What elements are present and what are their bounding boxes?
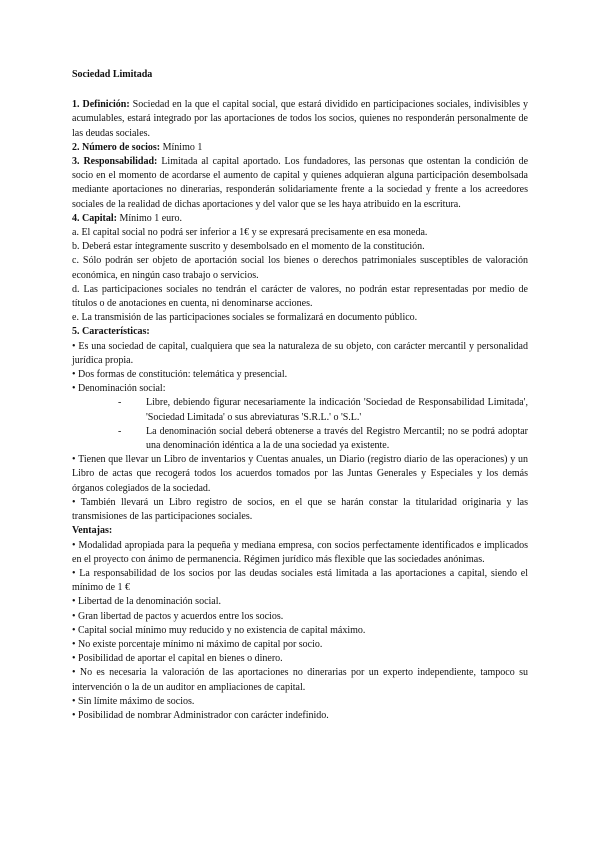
caracteristicas-item: • Tienen que llevar un Libro de inventarios y Cuentas anuales, un Diario (registro diario de las operaciones) y un Libro de actas que recogerá todos los acuerdos tomados por las Juntas Generales y Especiales y los demás órganos colegiados de la sociedad. <box>72 454 528 494</box>
capital-label: 4. Capital: <box>72 212 117 224</box>
numero-socios-text: Mínimo 1 <box>162 141 203 153</box>
dash-marker: - <box>118 397 122 409</box>
ventajas-item: • Modalidad apropiada para la pequeña y mediana empresa, con socios perfectamente identificados e implicados en el proyecto con ánimo de permanencia. Régimen jurídico más flexible que las sociedades anónimas. <box>72 539 528 565</box>
caracteristicas-item: • Denominación social: <box>72 383 166 395</box>
ventajas-item: • Sin límite máximo de socios. <box>72 695 195 707</box>
caracteristicas-heading: 5. Características: <box>72 326 150 338</box>
denominacion-subitem <box>72 396 528 424</box>
ventajas-item: • Posibilidad de nombrar Administrador con carácter indefinido. <box>72 709 329 721</box>
responsabilidad-paragraph <box>72 155 528 212</box>
definicion-label: 1. Definición: <box>72 99 130 111</box>
capital-paragraph <box>72 212 528 226</box>
document-title: Sociedad Limitada <box>72 69 153 80</box>
numero-socios-label: 2. Número de socios: <box>72 141 161 153</box>
capital-item-c: c. Sólo podrán ser objeto de aportación social los bienes o derechos patrimoniales susceptibles de valoración económica, en ningún caso trabajo o servicios. <box>72 255 528 281</box>
caracteristicas-item: • También llevará un Libro registro de socios, en el que se harán constar la titularidad originaria y las transmisiones de las participaciones sociales. <box>72 496 528 523</box>
capital-text: Mínimo 1 euro. <box>119 212 182 224</box>
caracteristicas-item: • Es una sociedad de capital, cualquiera que sea la naturaleza de su objeto, con carácter mercantil y personalidad jurídica propia. <box>72 340 528 366</box>
ventajas-item: • No es necesaria la valoración de las aportaciones no dinerarias por un experto independiente, tampoco su intervención o la de un auditor en ampliaciones de capital. <box>72 667 528 693</box>
ventajas-item: • No existe porcentaje mínimo ni máximo de capital por socio. <box>72 638 323 650</box>
ventajas-item: • Posibilidad de aportar el capital en bienes o dinero. <box>72 653 283 665</box>
denominacion-subitem-text: La denominación social deberá obtenerse a través del Registro Mercantil; no se podrá adoptar una denominación idéntica a la de una sociedad ya existente. <box>146 425 528 452</box>
denominacion-subitem-text: Libre, debiendo figurar necesariamente la indicación 'Sociedad de Responsabilidad Limitada', 'Sociedad Limitada' o sus abreviaturas 'S.R.L.' o 'S.L.' <box>146 397 528 423</box>
dash-marker: - <box>118 425 122 437</box>
ventajas-item: • Gran libertad de pactos y acuerdos entre los socios. <box>72 610 284 622</box>
capital-item-a: a. El capital social no podrá ser inferior a 1€ y se expresará precisamente en esa moneda. <box>72 227 428 239</box>
caracteristicas-item: • Dos formas de constitución: telemática y presencial. <box>72 369 288 381</box>
ventajas-item: • Libertad de la denominación social. <box>72 596 222 608</box>
document-page <box>72 68 528 723</box>
definicion-text: Sociedad en la que el capital social, que estará dividido en participaciones sociales, indivisibles y acumulables, estará integrado por las aportaciones de todos los socios, quienes no responderán personalmente de las deudas sociales. <box>72 99 529 139</box>
ventajas-item: • Capital social mínimo muy reducido y no existencia de capital máximo. <box>72 624 366 636</box>
definicion-paragraph <box>72 98 528 141</box>
responsabilidad-label: 3. Responsabilidad: <box>72 156 158 168</box>
numero-socios-paragraph <box>72 141 528 155</box>
capital-item-d: d. Las participaciones sociales no tendrán el carácter de valores, no podrán estar representadas por medio de títulos o de anotaciones en cuenta, ni denominarse acciones. <box>72 283 528 310</box>
responsabilidad-text: Limitada al capital aportado. Los fundadores, las personas que ostentan la condición de socio en el momento de acordarse el aumento de capital y quienes adquieran alguna participación desembolsada mediante aportaciones no dinerarias, responderán solidariamente frente a la sociedad y frente a los acreedores sociales de la realidad de dichas aportaciones y del valor que se les haya atribuido en la escritura. <box>72 156 529 210</box>
ventajas-item: • La responsabilidad de los socios por las deudas sociales está limitada a las aportaciones a capital, siendo el mínimo de 1 € <box>72 567 528 594</box>
capital-item-e: e. La transmisión de las participaciones sociales se formalizará en documento público. <box>72 312 418 324</box>
ventajas-heading: Ventajas: <box>72 525 113 537</box>
capital-item-b: b. Deberá estar íntegramente suscrito y desembolsado en el momento de la constitución. <box>72 241 425 253</box>
denominacion-subitem <box>72 425 528 453</box>
